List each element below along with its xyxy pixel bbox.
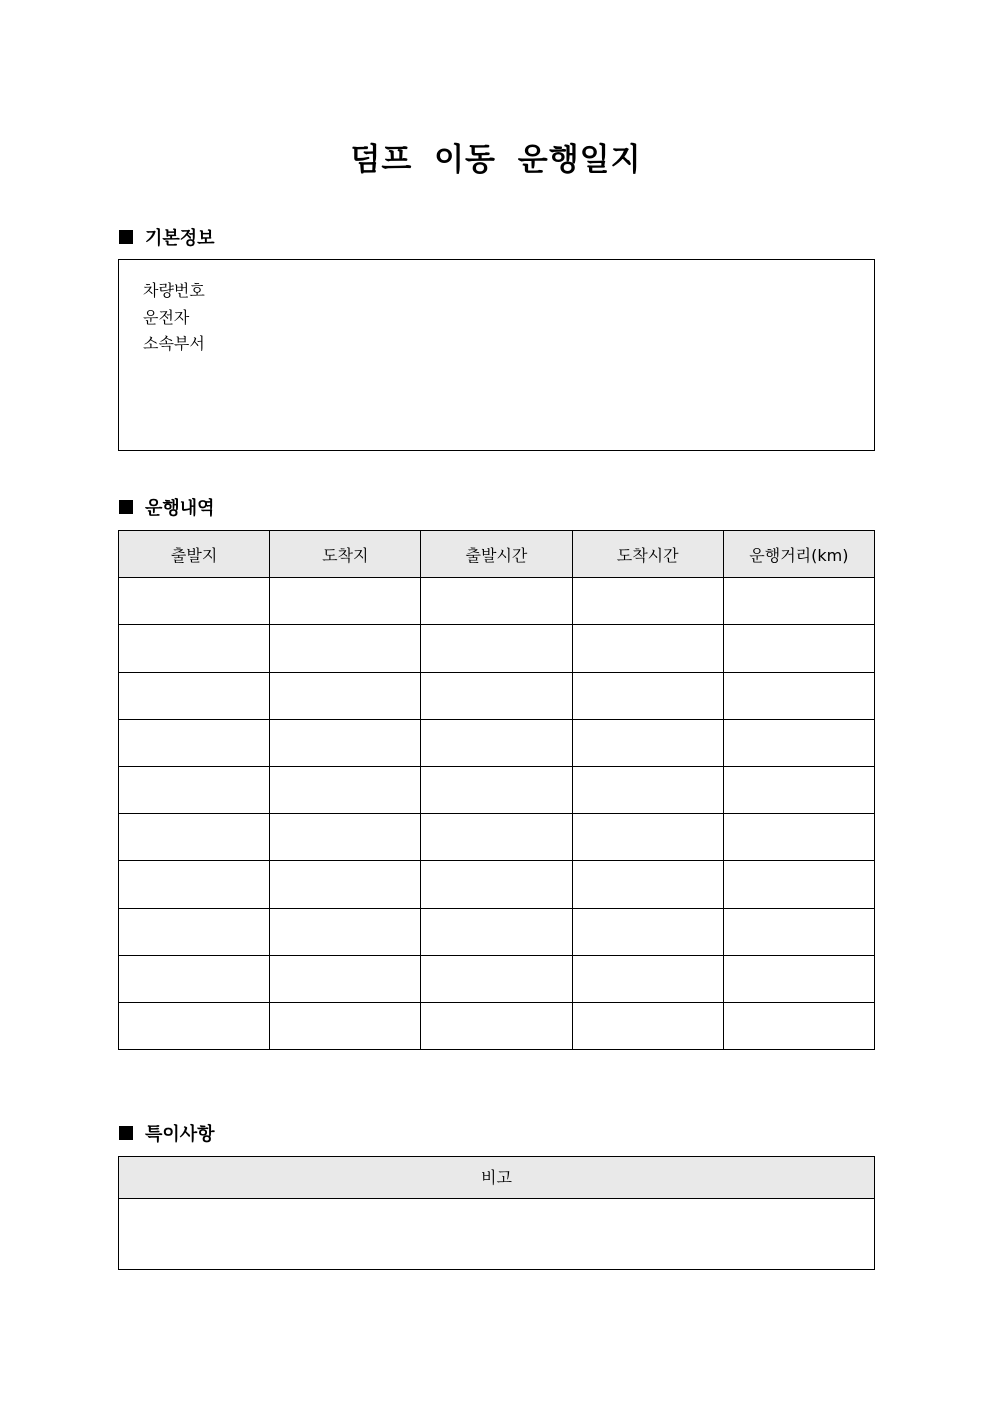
table-row xyxy=(119,578,875,625)
table-cell[interactable] xyxy=(723,766,874,813)
table-cell[interactable] xyxy=(572,625,723,672)
table-cell[interactable] xyxy=(723,625,874,672)
table-cell[interactable] xyxy=(572,578,723,625)
table-cell[interactable] xyxy=(421,672,572,719)
table-row xyxy=(119,861,875,908)
table-cell[interactable] xyxy=(723,955,874,1002)
table-row xyxy=(119,1002,875,1049)
table-cell[interactable] xyxy=(421,814,572,861)
table-cell[interactable] xyxy=(119,578,270,625)
table-cell[interactable] xyxy=(119,955,270,1002)
table-cell[interactable] xyxy=(270,908,421,955)
section-heading-driving-log xyxy=(119,494,215,520)
table-cell[interactable] xyxy=(572,955,723,1002)
table-cell[interactable] xyxy=(421,1002,572,1049)
table-row xyxy=(119,955,875,1002)
square-bullet-icon xyxy=(119,500,133,514)
section-heading-basic-info xyxy=(119,224,215,250)
table-cell[interactable] xyxy=(723,672,874,719)
table-cell[interactable] xyxy=(270,766,421,813)
table-cell[interactable] xyxy=(270,955,421,1002)
basic-info-box xyxy=(118,259,875,451)
section-heading-label: 특이사항 xyxy=(145,1124,215,1145)
table-cell[interactable] xyxy=(572,908,723,955)
field-driver[interactable]: 운전자 xyxy=(143,307,190,327)
table-cell[interactable] xyxy=(270,1002,421,1049)
column-header-departure: 출발지 xyxy=(119,531,270,578)
remarks-box xyxy=(118,1156,875,1270)
table-cell[interactable] xyxy=(119,908,270,955)
table-cell[interactable] xyxy=(270,814,421,861)
table-row xyxy=(119,766,875,813)
square-bullet-icon xyxy=(119,230,133,244)
table-cell[interactable] xyxy=(119,672,270,719)
column-header-arrival-time: 도착시간 xyxy=(572,531,723,578)
table-cell[interactable] xyxy=(421,955,572,1002)
table-cell[interactable] xyxy=(572,861,723,908)
section-heading-remarks xyxy=(119,1120,215,1146)
table-cell[interactable] xyxy=(572,672,723,719)
table-cell[interactable] xyxy=(723,1002,874,1049)
table-cell[interactable] xyxy=(421,766,572,813)
table-cell[interactable] xyxy=(572,719,723,766)
table-cell[interactable] xyxy=(421,578,572,625)
column-header-distance: 운행거리(km) xyxy=(723,531,874,578)
driving-log-body xyxy=(119,578,875,1050)
table-cell[interactable] xyxy=(723,719,874,766)
table-cell[interactable] xyxy=(572,1002,723,1049)
table-cell[interactable] xyxy=(119,1002,270,1049)
field-vehicle-number[interactable]: 차량번호 xyxy=(143,281,205,300)
remarks-column-header: 비고 xyxy=(119,1157,874,1199)
table-header-row xyxy=(119,531,875,578)
table-cell[interactable] xyxy=(270,719,421,766)
column-header-arrival: 도착지 xyxy=(270,531,421,578)
table-cell[interactable] xyxy=(421,861,572,908)
table-cell[interactable] xyxy=(119,766,270,813)
table-cell[interactable] xyxy=(421,719,572,766)
table-row xyxy=(119,814,875,861)
driving-log-table xyxy=(118,530,875,1050)
table-cell[interactable] xyxy=(572,814,723,861)
table-cell[interactable] xyxy=(270,625,421,672)
table-cell[interactable] xyxy=(723,908,874,955)
table-cell[interactable] xyxy=(270,861,421,908)
square-bullet-icon xyxy=(119,1126,133,1140)
table-cell[interactable] xyxy=(723,861,874,908)
table-cell[interactable] xyxy=(572,766,723,813)
section-heading-label: 기본정보 xyxy=(145,228,215,249)
table-cell[interactable] xyxy=(119,814,270,861)
table-cell[interactable] xyxy=(119,719,270,766)
table-row xyxy=(119,625,875,672)
table-cell[interactable] xyxy=(270,672,421,719)
table-cell[interactable] xyxy=(421,908,572,955)
table-row xyxy=(119,908,875,955)
section-heading-label: 운행내역 xyxy=(145,498,215,519)
table-row xyxy=(119,672,875,719)
column-header-departure-time: 출발시간 xyxy=(421,531,572,578)
table-cell[interactable] xyxy=(119,625,270,672)
field-department[interactable]: 소속부서 xyxy=(143,334,205,353)
table-row xyxy=(119,719,875,766)
table-cell[interactable] xyxy=(270,578,421,625)
document-title: 덤프 이동 운행일지 xyxy=(350,142,642,178)
table-cell[interactable] xyxy=(723,578,874,625)
table-cell[interactable] xyxy=(421,625,572,672)
table-cell[interactable] xyxy=(119,861,270,908)
table-cell[interactable] xyxy=(723,814,874,861)
